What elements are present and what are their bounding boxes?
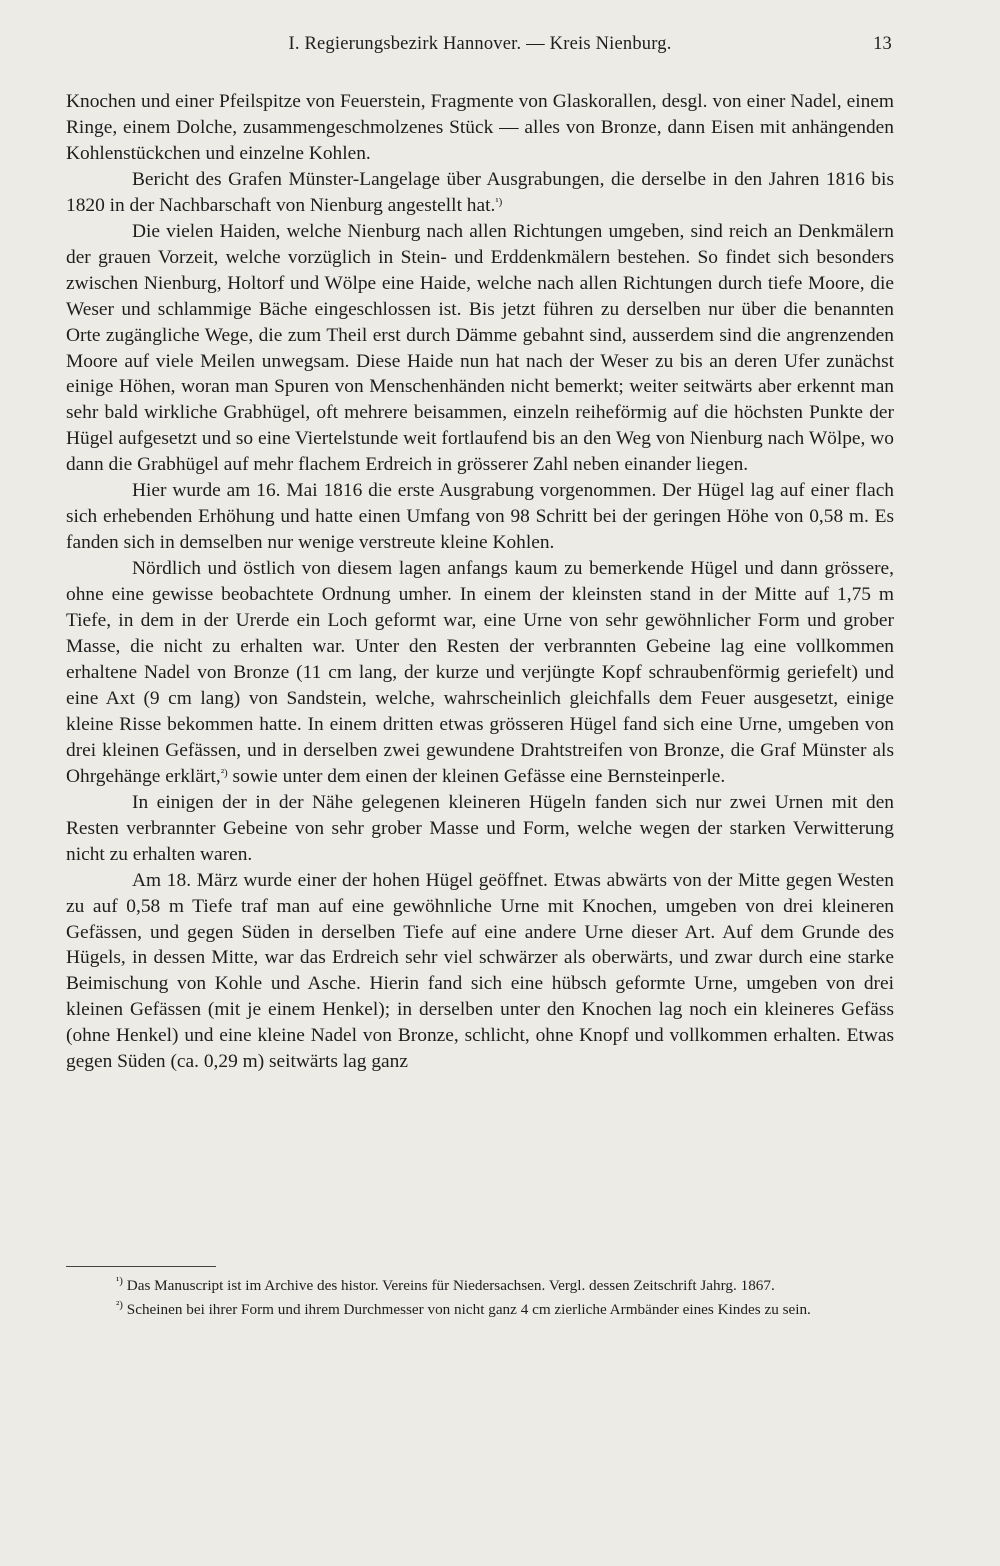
footnotes bbox=[66, 1275, 894, 1323]
footnote-2-marker: ²) bbox=[116, 1299, 123, 1311]
page-header bbox=[66, 34, 894, 62]
footnote-ref-2[interactable]: ²) bbox=[220, 766, 228, 779]
paragraph-4: Hier wurde am 16. Mai 1816 die erste Ausgrabung vorgenommen. Der Hügel lag auf einer flach sich erhebenden Erhöhung und hatte einen Umfang von 98 Schritt bei der geringen Höhe von 0,58 m. Es fanden sich in demselben nur wenige verstreute kleine Kohlen. bbox=[66, 480, 894, 554]
footnote-2 bbox=[66, 1299, 894, 1321]
paragraph-2-text: Bericht des Grafen Münster-Langelage über Ausgrabungen, die derselbe in den Jahren 1816 bis 1820 in der Nachbarschaft von Nienburg angestellt hat. bbox=[66, 168, 894, 216]
running-head: I. Regierungsbezirk Hannover. — Kreis Nienburg. bbox=[288, 34, 672, 54]
paragraph-1: Knochen und einer Pfeilspitze von Feuerstein, Fragmente von Glaskorallen, desgl. von einer Nadel, einem Ringe, einem Dolche, zusammengeschmolzenes Stück — alles von Bronze, dann Eisen mit anhängenden Kohlenstückchen und einzelne Kohlen. bbox=[66, 91, 894, 164]
paragraph-5-text: Nördlich und östlich von diesem lagen anfangs kaum zu bemerkende Hügel und dann grössere, ohne eine gewisse beobachtete Ordnung umher. In einem der kleinsten stand in der Mitte auf 1,75 m Tiefe, in dem in der Urerde ein Loch geformt war, eine Urne von sehr gewöhnlicher Form und grober Masse, die nicht zu erhalten war. Unter den Resten der verbrannten Gebeine lag eine vollkommen erhaltene Nadel von Bronze (11 cm lang, der kurze und verjüngte Kopf schraubenförmig geriefelt) und eine Axt (9 cm lang) von Sandstein, welche, wahrscheinlich gleichfalls dem Feuer ausgesetzt, einige kleine Risse bekommen hatte. In einem dritten etwas grösseren Hügel fand sich eine Urne, umgeben von drei kleinen Gefässen, und in derselben zwei gewundene Drahtstreifen von Bronze, die Graf Münster als Ohrgehänge erklärt, bbox=[66, 558, 894, 787]
paragraph-6: In einigen der in der Nähe gelegenen kleineren Hügeln fanden sich nur zwei Urnen mit den Resten verbrannter Gebeine von sehr grober Masse und Form, welche wegen der starken Verwitterung nicht zu erhalten waren. bbox=[66, 791, 894, 865]
page-number: 13 bbox=[873, 34, 892, 54]
footnote-1-text: Das Manuscript ist im Archive des histor. Vereins für Niedersachsen. Vergl. dessen Zeitschrift Jahrg. 1867. bbox=[126, 1277, 775, 1294]
footnote-1-marker: ¹) bbox=[116, 1275, 123, 1287]
paragraph-3: Die vielen Haiden, welche Nienburg nach allen Richtungen umgeben, sind reich an Denkmälern der grauen Vorzeit, welche vorzüglich in Stein- und Erddenkmälern bestehen. So findet sich besonders zwischen Nienburg, Holtorf und Wölpe eine Haide, welche nach allen Richtungen durch tiefe Moore, die Weser und schlammige Bäche eingeschlossen ist. Bis jetzt führen zu derselben nur über die benannten Orte zugängliche Wege, die zum Theil erst durch Dämme gebahnt sind, ausserdem sind die angrenzenden Moore auf viele Meilen unwegsam. Diese Haide nun hat nach der Weser zu bis an deren Ufer zunächst einige Höhen, woran man Spuren von Menschenhänden nicht bemerkt; weiter seitwärts aber erkennt man sehr bald wirkliche Grabhügel, oft mehrere beisammen, einzeln reiheförmig auf die höchsten Punkte der Hügel aufgesetzt und so eine Viertelstunde weit fortlaufend bis an den Weg von Nienburg nach Wölpe, wo dann die Grabhügel auf mehr flachem Erdreich in grösserer Zahl neben einander liegen. bbox=[66, 220, 894, 476]
body-text bbox=[66, 89, 894, 1075]
paragraph-5-tail: sowie unter dem einen der kleinen Gefässe eine Bernsteinperle. bbox=[227, 765, 726, 787]
paragraph-5 bbox=[66, 556, 894, 790]
paragraph-7: Am 18. März wurde einer der hohen Hügel geöffnet. Etwas abwärts von der Mitte gegen Westen zu auf 0,58 m Tiefe traf man auf eine gewöhnliche Urne mit Knochen, umgeben von drei kleineren Gefässen, und gegen Süden in derselben Tiefe auf eine andere Urne dieser Art. Auf dem Grunde des Hügels, in dessen Mitte, war das Erdreich sehr viel schwärzer als oberwärts, und zwar durch eine starke Beimischung von Kohle und Asche. Hierin fand sich eine hübsch geformte Urne, umgeben von drei kleinen Gefässen (mit je einem Henkel); in derselben unter den Knochen lag noch ein kleineres Gefäss (ohne Henkel) und eine kleine Nadel von Bronze, schlicht, ohne Knopf und vollkommen erhalten. Etwas gegen Süden (ca. 0,29 m) seitwärts lag ganz bbox=[66, 869, 894, 1073]
footnote-ref-1[interactable]: ¹) bbox=[495, 195, 503, 208]
paragraph-2 bbox=[66, 167, 894, 219]
footnote-1 bbox=[66, 1275, 894, 1297]
footnote-divider bbox=[66, 1266, 216, 1267]
footnote-2-text: Scheinen bei ihrer Form und ihrem Durchmesser von nicht ganz 4 cm zierliche Armbänder eines Kindes zu sein. bbox=[126, 1301, 811, 1318]
